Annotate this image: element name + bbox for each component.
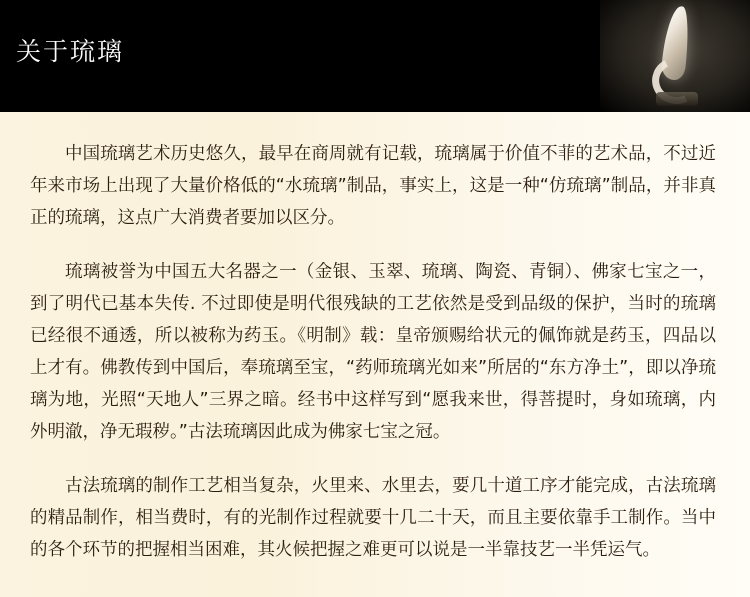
article-paragraph: 琉璃被誉为中国五大名器之一（金银、玉翠、琉璃、陶瓷、青铜）、佛家七宝之一，到了明代已基本失传. 不过即使是明代很残缺的工艺依然是受到品级的保护，当时的琉璃已经很不通透，所以被称为药玉。《明制》载：皇帝颁赐给状元的佩饰就是药玉，四品以上才有。佛教传到中国后，奉琉璃至宝，“药师琉璃光如来”所居的“东方净土”，即以净琉璃为地，光照“天地人”三界之暗。经书中这样写到“愿我来世，得菩提时，身如琉璃，内外明澈，净无瑕秽。”古法琉璃因此成为佛家七宝之冠。 bbox=[30, 262, 716, 442]
sculpture-shape bbox=[650, 6, 706, 110]
page-title: 关于琉璃 bbox=[16, 37, 125, 66]
article-body bbox=[0, 112, 750, 566]
sculpture-base bbox=[656, 92, 698, 106]
page-header bbox=[0, 0, 750, 112]
glass-sculpture-photo bbox=[600, 0, 750, 112]
article-paragraph: 古法琉璃的制作工艺相当复杂，火里来、水里去，要几十道工序才能完成，古法琉璃的精品制作，相当费时，有的光制作过程就要十几二十天，而且主要依靠手工制作。当中的各个环节的把握相当困难，其火候把握之难更可以说是一半靠技艺一半凭运气。 bbox=[30, 476, 716, 560]
article-paragraph: 中国琉璃艺术历史悠久，最早在商周就有记载，琉璃属于价值不菲的艺术品，不过近年来市场上出现了大量价格低的“水琉璃”制品，事实上，这是一种“仿琉璃”制品，并非真正的琉璃，这点广大消费者要加以区分。 bbox=[30, 144, 716, 228]
